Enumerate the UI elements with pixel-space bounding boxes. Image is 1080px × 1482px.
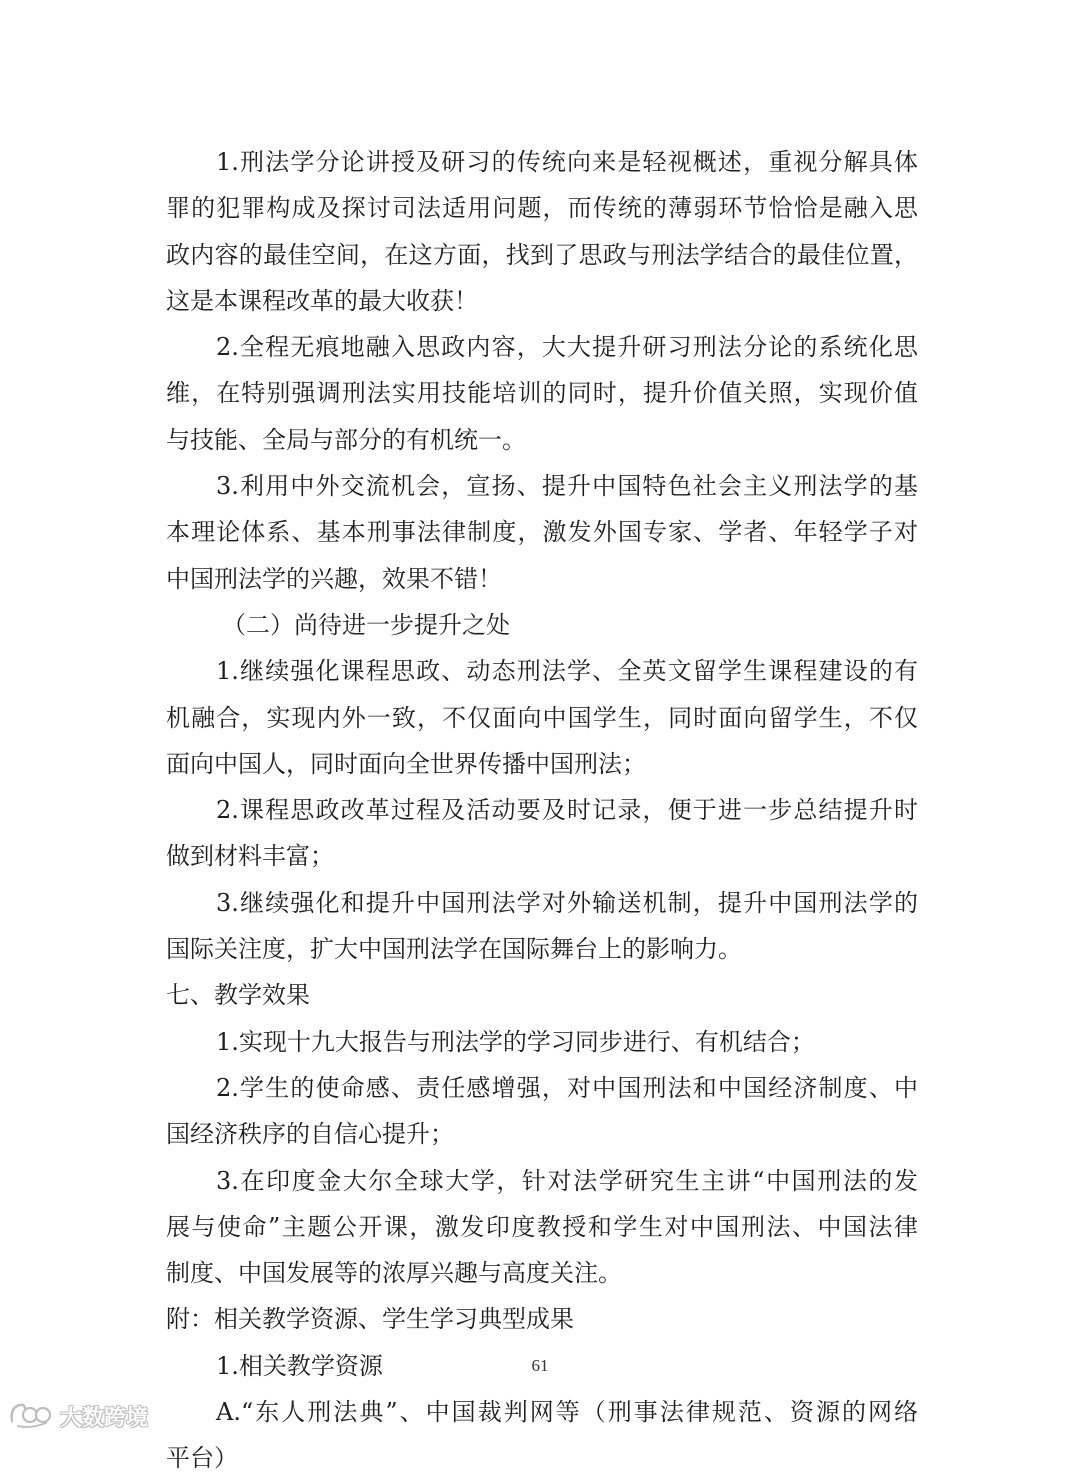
text-line: 2.学生的使命感、责任感增强，对中国刑法和中国经济制度、中 [216, 1073, 918, 1102]
text-line: 面向中国人，同时面向全世界传播中国刑法； [166, 749, 646, 778]
text-line: 本理论体系、基本刑事法律制度，激发外国专家、学者、年轻学子对 [166, 518, 918, 547]
text-line: 2.课程思政改革过程及活动要及时记录，便于进一步总结提升时 [216, 796, 918, 825]
watermark-text: 大数跨境 [60, 1405, 149, 1431]
text-line: 国际关注度，扩大中国刑法学在国际舞台上的影响力。 [166, 935, 742, 964]
text-line: 1.相关教学资源 [216, 1351, 383, 1380]
text-line: 做到材料丰富； [166, 842, 334, 871]
text-line: 这是本课程改革的最大收获！ [166, 286, 478, 315]
text-line: 平台） [166, 1444, 238, 1473]
text-line: 1.刑法学分论讲授及研习的传统向来是轻视概述，重视分解具体 [216, 148, 918, 176]
text-line: 3.在印度金大尔全球大学，针对法学研究生主讲“中国刑法的发 [216, 1166, 918, 1195]
text-line: 1.继续强化课程思政、动态刑法学、全英文留学生课程建设的有 [216, 657, 918, 686]
text-line: 1.实现十九大报告与刑法学的学习同步进行、有机结合； [216, 1027, 815, 1056]
text-line: A.“东人刑法典”、中国裁判网等（刑事法律规范、资源的网络 [216, 1398, 918, 1427]
text-line: 3.继续强化和提升中国刑法学对外输送机制，提升中国刑法学的 [216, 888, 918, 917]
text-line: 国经济秩序的自信心提升； [166, 1120, 454, 1149]
page-number: 61 [531, 1356, 549, 1375]
text-line: 维，在特别强调刑法实用技能培训的同时，提升价值关照，实现价值 [166, 379, 918, 408]
section-heading: 附：相关教学资源、学生学习典型成果 [166, 1305, 574, 1334]
brand-logo-icon [8, 1399, 54, 1433]
text-line: 制度、中国发展等的浓厚兴趣与高度关注。 [166, 1259, 622, 1288]
text-line: 机融合，实现内外一致，不仅面向中国学生，同时面向留学生，不仅 [166, 703, 918, 732]
text-line: 2.全程无痕地融入思政内容，大大提升研习刑法分论的系统化思 [216, 333, 918, 362]
text-line: 中国刑法学的兴趣，效果不错！ [166, 564, 502, 593]
text-line: 罪的犯罪构成及探讨司法适用问题，而传统的薄弱环节恰恰是融入思 [166, 194, 918, 223]
watermark [8, 1398, 148, 1434]
section-heading: （二）尚待进一步提升之处 [222, 610, 510, 639]
text-line: 展与使命”主题公开课，激发印度教授和学生对中国刑法、中国法律 [166, 1212, 918, 1241]
text-line: 政内容的最佳空间，在这方面，找到了思政与刑法学结合的最佳位置， [166, 240, 918, 269]
text-line: 3.利用中外交流机会，宣扬、提升中国特色社会主义刑法学的基 [216, 472, 918, 501]
text-line: 与技能、全局与部分的有机统一。 [166, 425, 526, 454]
body-text [166, 139, 918, 1482]
section-heading: 七、教学效果 [166, 981, 310, 1010]
